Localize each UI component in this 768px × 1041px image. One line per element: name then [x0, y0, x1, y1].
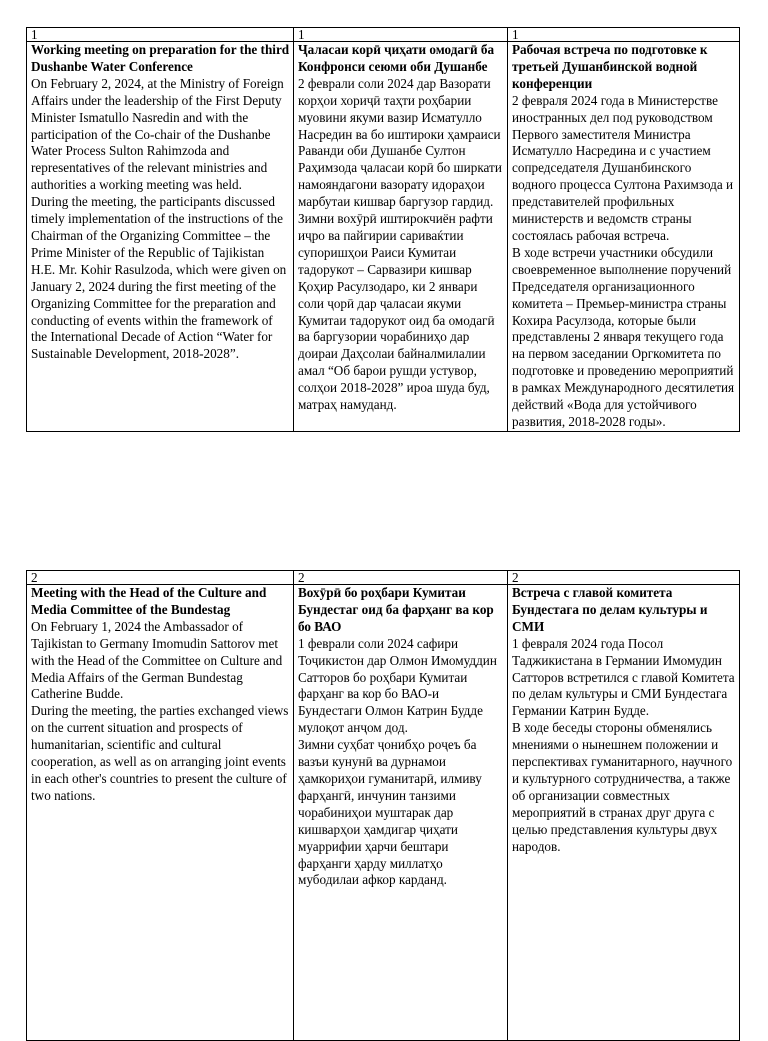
russian-title: Встреча с главой комитета Бундестага по делам культуры и СМИ	[512, 585, 708, 634]
russian-column	[508, 42, 740, 432]
entry-number-en: 1	[27, 28, 294, 42]
tajik-paragraph: 2 феврали соли 2024 дар Вазорати корҳои хориҷӣ таҳти роҳбарии муовини якуми вазир Исматулло Насредин ва бо иштироки ҳамраиси Раванди оби Душанбе Султон Раҳимзода ҷаласаи корӣ бо ширкати намояндагони вазорату идораҳои марбутаи кишвар баргузор гардид.	[298, 75, 502, 210]
english-paragraph: During the meeting, the parties exchanged views on the current situation and prospects of humanitarian, scientific and cultural cooperation, as well as on arranging joint events in each other's countries to present the culture of two nations.	[31, 703, 289, 803]
tajik-title: Вохӯрӣ бо роҳбари Кумитаи Бундестаг оид ба фарҳанг ва кор бо ВАО	[298, 585, 494, 634]
news-table-2	[26, 570, 740, 1041]
russian-paragraph: В ходе беседы стороны обменялись мнениями о нынешнем положении и перспективах гуманитарного, научного и культурного сотрудничества, а также об организации совместных мероприятий в странах друг друга с целью представления культуры двух народов.	[512, 720, 733, 854]
russian-title: Рабочая встреча по подготовке к третьей Душанбинской водной конференции	[512, 42, 708, 91]
number-row	[27, 571, 740, 585]
russian-paragraph: 1 февраля 2024 года Посол Таджикистана в Германии Имомудин Сатторов встретился с главой Комитета по делам культуры и СМИ Бундестага Германии Катрин Будде.	[512, 635, 735, 719]
tajik-paragraph: 1 феврали соли 2024 сафири Тоҷикистон дар Олмон Имомуддин Сатторов бо роҳбари Кумитаи фарҳанг ва кор бо ВАО-и Бундестаги Олмон Катрин Будде мулоқот анҷом дод.	[298, 635, 497, 736]
russian-paragraph: 2 февраля 2024 года в Министерстве иностранных дел под руководством Первого заместителя Министра Исматулло Насредина и с участием сопредседателя Душанбинского водного процесса Султона Рахимзода и представителей профильных министерств и ведомств страны состоялась рабочая встреча.	[512, 92, 734, 243]
entry-number-ru: 2	[508, 571, 740, 585]
english-paragraph: During the meeting, the participants discussed timely implementation of the instructions of the Chairman of the Organizing Committee – the Prime Minister of the Republic of Tajikistan H.E. Mr. Kohir Rasulzoda, which were given on January 2, 2024 during the first meeting of the Organizing Committee for the preparation and conducting of events within the framework of the International Decade of Action “Water for Sustainable Development, 2018-2028”.	[31, 194, 287, 362]
tajik-column	[294, 42, 508, 432]
entry-number-ru: 1	[508, 28, 740, 42]
english-column	[27, 42, 294, 432]
tajik-column	[294, 585, 508, 1041]
entry-number-tg: 1	[294, 28, 508, 42]
english-paragraph: On February 2, 2024, at the Ministry of Foreign Affairs under the leadership of the First Deputy Minister Ismatullo Nasredin and with the participation of the Co-chair of the Dushanbe Water Process Sulton Rahimzoda and representatives of the relevant ministries and authorities a working meeting was held.	[31, 75, 284, 193]
russian-column	[508, 585, 740, 1041]
content-row	[27, 42, 740, 432]
news-table-1	[26, 27, 740, 432]
tajik-paragraph: Зимни вохӯрӣ иштирокчиён рафти иҷро ва пайгирии сариваќтии супоришҳои Раиси Кумитаи тадорукот – Сарвазири кишвар Қоҳир Расулзодаро, ки 2 январи соли ҷорӣ дар ҷаласаи якуми Кумитаи тадорукот оид ба омодагӣ ва баргузории чорабиниҳо дар доираи Даҳсолаи байналмилалии амал “Об барои рушди устувор, солҳои 2018-2028” ироа шуда буд, матраҳ намуданд.	[298, 211, 495, 413]
tajik-paragraph: Зимни суҳбат ҷонибҳо роҷеъ ба вазъи кунунӣ ва дурнамои ҳамкориҳои гуманитарӣ, илмиву фарҳангӣ, инчунин танзими чорабиниҳои муштарак дар кишварҳои ҳамдигар ҷиҳати муаррифии ҳарчи бештари фарҳанги ҳарду миллатҳо мубодилаи афкор карданд.	[298, 737, 482, 888]
number-row	[27, 28, 740, 42]
russian-paragraph: В ходе встречи участники обсудили своевременное выполнение поручений Председателя организационного комитета – Премьер-министра страны Кохира Расулзода, которые были представлены 2 января текущего года на первом заседании Оргкомитета по подготовке и проведению мероприятий в рамках Международного десятилетия действий «Вода для устойчивого развития, 2018-2028 годы».	[512, 244, 735, 429]
english-title: Working meeting on preparation for the third Dushanbe Water Conference	[31, 42, 290, 74]
english-paragraph: On February 1, 2024 the Ambassador of Tajikistan to Germany Imomudin Sattorov met with the Head of the Committee on Culture and Media Affairs of the German Bundestag Catherine Budde.	[31, 618, 283, 702]
english-column	[27, 585, 294, 1041]
content-row	[27, 585, 740, 1041]
entry-number-tg: 2	[294, 571, 508, 585]
tajik-title: Ҷаласаи корӣ ҷиҳати омодагӣ ба Конфронси сеюми оби Душанбе	[298, 42, 495, 74]
entry-number-en: 2	[27, 571, 294, 585]
english-title: Meeting with the Head of the Culture and Media Committee of the Bundestag	[31, 585, 267, 617]
